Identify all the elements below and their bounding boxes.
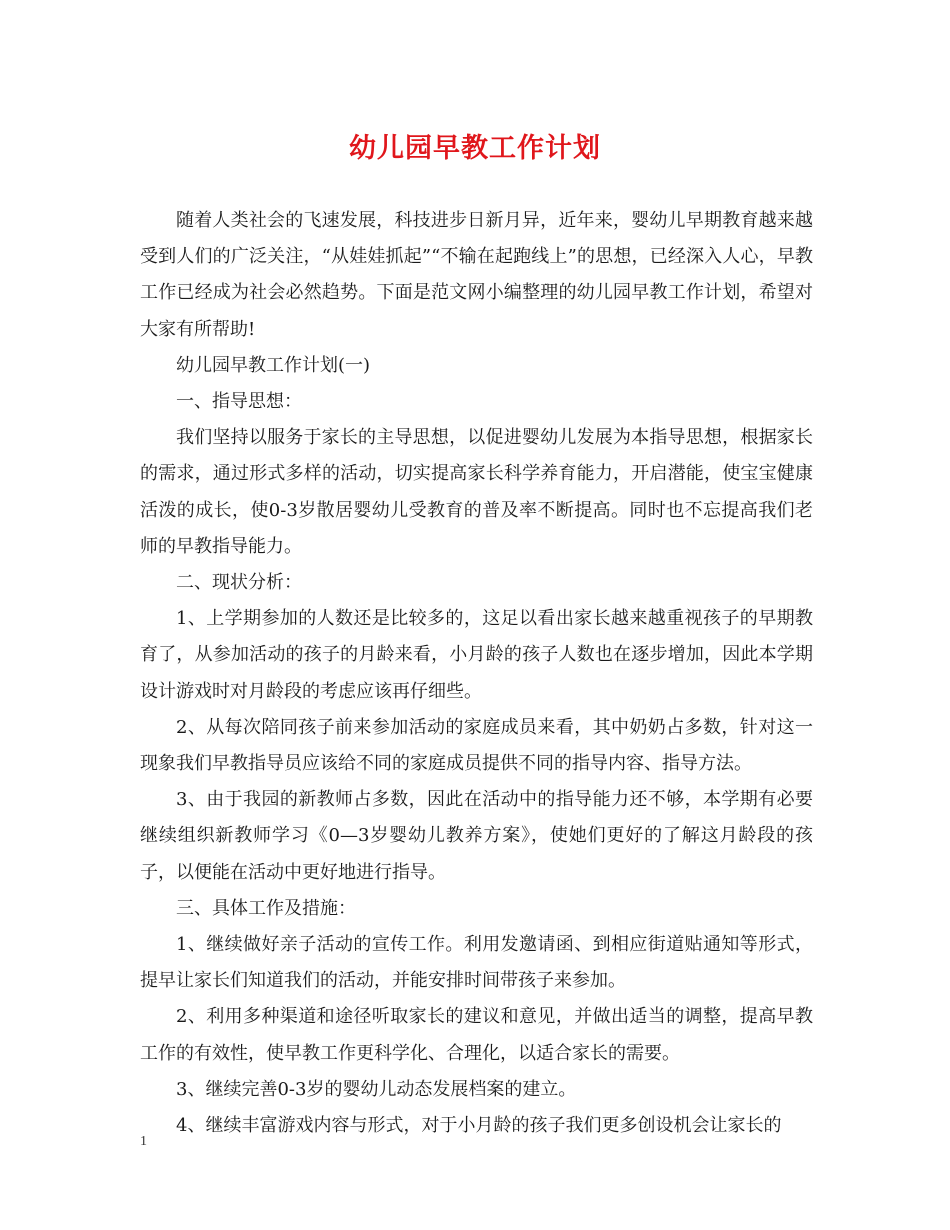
- document-title: 幼儿园早教工作计划: [349, 133, 601, 164]
- paragraph-section-1-heading: 一、指导思想：: [176, 391, 302, 413]
- paragraph-intro: 随着人类社会的飞速发展，科技进步日新月异，近年来，婴幼儿早期教育越来越受到人们的广泛关注，“从娃娃抓起”“不输在起跑线上”的思想，已经深入人心，早教工作已经成为社会必然趋势。下面是范文网小编整理的幼儿园早教工作计划，希望对大家有所帮助!: [140, 210, 813, 340]
- paragraph-section-2-item-1: 1、上学期参加的人数还是比较多的，这足以看出家长越来越重视孩子的早期教育了，从参加活动的孩子的月龄来看，小月龄的孩子人数也在逐步增加，因此本学期设计游戏时对月龄段的考虑应该再仔细些。: [140, 608, 813, 702]
- paragraph-plan-heading: 幼儿园早教工作计划(一): [176, 354, 371, 376]
- page-number: 1: [140, 1134, 147, 1149]
- paragraph-section-3-item-2: 2、利用多种渠道和途径听取家长的建议和意见，并做出适当的调整，提高早教工作的有效性，使早教工作更科学化、合理化，以适合家长的需要。: [140, 1006, 813, 1064]
- document-body: [140, 203, 813, 1144]
- paragraph-section-3-item-4: 4、继续丰富游戏内容与形式，对于小月龄的孩子我们更多创设机会让家长的: [176, 1115, 782, 1137]
- paragraph-section-2-heading: 二、现状分析：: [176, 572, 302, 594]
- paragraph-section-1-body: 我们坚持以服务于家长的主导思想，以促进婴幼儿发展为本指导思想，根据家长的需求，通过形式多样的活动，切实提高家长科学养育能力，开启潜能，使宝宝健康活泼的成长，使0-3岁散居婴幼儿受教育的普及率不断提高。同时也不忘提高我们老师的早教指导能力。: [140, 427, 813, 557]
- paragraph-section-2-item-2: 2、从每次陪同孩子前来参加活动的家庭成员来看，其中奶奶占多数，针对这一现象我们早教指导员应该给不同的家庭成员提供不同的指导内容、指导方法。: [140, 716, 813, 775]
- paragraph-section-3-item-3: 3、继续完善0-3岁的婴幼儿动态发展档案的建立。: [176, 1078, 577, 1100]
- paragraph-section-3-heading: 三、具体工作及措施：: [176, 897, 356, 919]
- paragraph-section-2-item-3: 3、由于我园的新教师占多数，因此在活动中的指导能力还不够，本学期有必要继续组织新教师学习《0—3岁婴幼儿教养方案》，使她们更好的了解这月龄段的孩子，以便能在活动中更好地进行指导。: [140, 789, 813, 883]
- paragraph-section-3-item-1: 1、继续做好亲子活动的宣传工作。利用发邀请函、到相应街道贴通知等形式，提早让家长们知道我们的活动，并能安排时间带孩子来参加。: [140, 934, 813, 992]
